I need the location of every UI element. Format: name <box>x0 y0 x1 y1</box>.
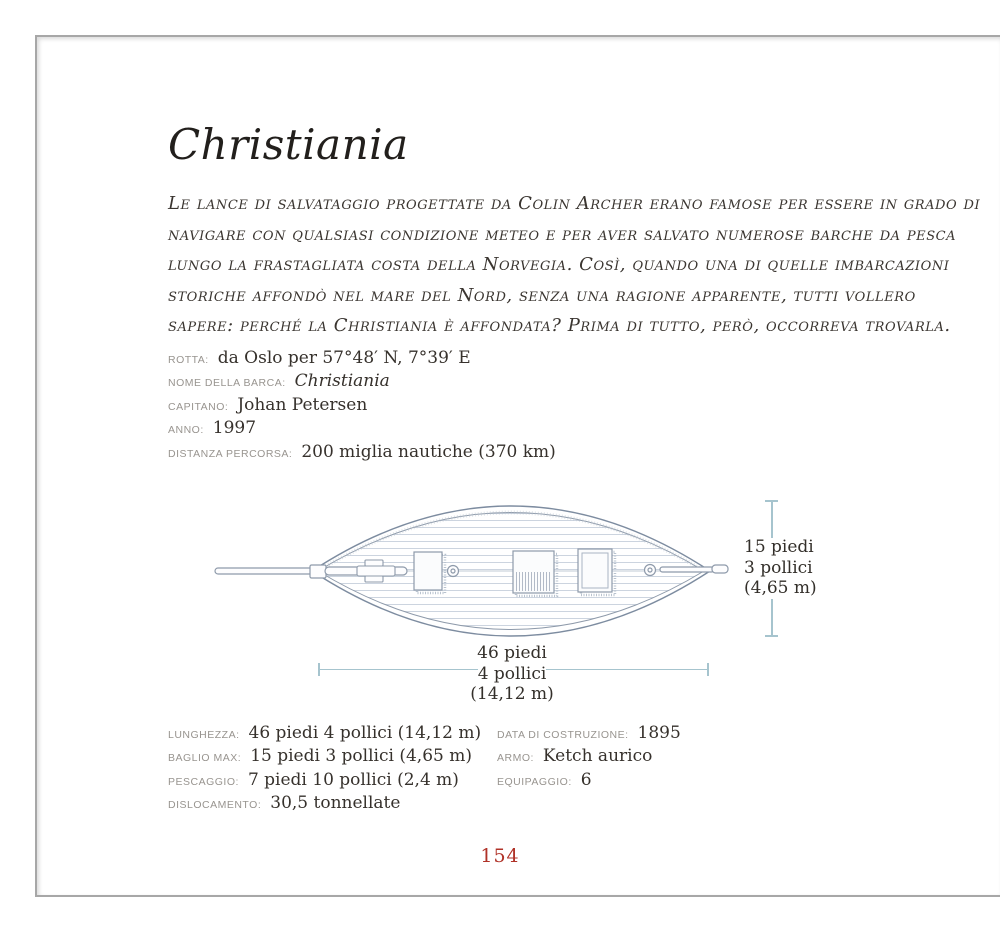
beam-feet: 15 piedi <box>744 537 814 557</box>
year-label: ANNO: <box>168 424 204 437</box>
spec-builddate-row <box>497 721 681 744</box>
intro-paragraph <box>168 189 981 342</box>
length-label: LUNGHEZZA: <box>168 729 240 741</box>
intro-line: storiche affondò nel mare del Nord, senza una ragione apparente, tutti vollero <box>168 284 916 306</box>
main-hatch <box>513 551 557 596</box>
displacement-value: 30,5 tonnellate <box>270 793 401 814</box>
beam-dimension-line-top <box>771 501 773 538</box>
voyage-boatname-row <box>168 369 556 392</box>
beam-value: 15 piedi 3 pollici (4,65 m) <box>250 746 472 767</box>
intro-line: navigare con qualsiasi condizione meteo e per aver salvato numerose barche da pesca <box>168 223 957 245</box>
voyage-distance-row <box>168 440 556 463</box>
length-value: 46 piedi 4 pollici (14,12 m) <box>248 723 482 743</box>
specs-left-column <box>168 721 481 815</box>
rig-label: ARMO: <box>497 752 534 765</box>
page-number: 154 <box>480 845 520 867</box>
voyage-year-row <box>168 416 556 439</box>
beam-inches: 3 pollici <box>744 557 813 578</box>
length-feet: 46 piedi <box>477 643 547 663</box>
page-title: Christiania <box>168 120 409 169</box>
spec-beam-row <box>168 744 481 767</box>
captain-value: Johan Petersen <box>237 394 368 415</box>
aft-hatch <box>578 549 615 595</box>
intro-line: lungo la frastagliata costa della Norvegia. Così, quando una di quelle imbarcazioni <box>168 254 950 275</box>
beam-dimension-label <box>744 537 817 599</box>
beam-dimension-cap-bottom <box>765 635 778 637</box>
length-dimension-line-right <box>546 669 707 671</box>
beam-metric: (4,65 m) <box>744 578 817 598</box>
captain-label: CAPITANO: <box>168 400 229 413</box>
specs-right-column <box>497 721 681 791</box>
length-dimension-label <box>452 643 572 705</box>
spec-draft-row <box>168 768 481 791</box>
route-value: da Oslo per 57°48′ N, 7°39′ E <box>217 348 471 368</box>
route-label: ROTTA: <box>168 354 209 366</box>
beam-dimension-line-bottom <box>771 599 773 636</box>
length-dimension-cap-right <box>707 663 709 676</box>
year-value: 1997 <box>212 418 257 439</box>
spec-length-row <box>168 721 481 744</box>
boatname-label: NOME DELLA BARCA: <box>168 377 286 390</box>
length-inches: 4 pollici <box>477 663 547 684</box>
draft-value: 7 piedi 10 pollici (2,4 m) <box>247 769 459 790</box>
voyage-captain-row <box>168 393 556 416</box>
intro-line: sapere: perché la Christiania è affondata? Prima di tutto, però, occorreva trovarla. <box>168 315 951 336</box>
voyage-details <box>168 346 556 463</box>
boat-plan-drawing <box>212 486 772 656</box>
fore-hatch <box>414 552 445 593</box>
displacement-label: DISLOCAMENTO: <box>168 799 262 812</box>
distance-label: DISTANZA PERCORSA: <box>168 447 293 460</box>
crew-label: EQUIPAGGIO: <box>497 775 572 788</box>
beam-label: BAGLIO MAX: <box>168 752 242 765</box>
rig-value: Ketch aurico <box>542 746 653 767</box>
length-metric: (14,12 m) <box>470 684 554 704</box>
boatname-value: Christiania <box>294 371 390 392</box>
spec-rig-row <box>497 744 681 767</box>
builddate-label: DATA DI COSTRUZIONE: <box>497 729 629 741</box>
draft-label: PESCAGGIO: <box>168 775 239 788</box>
crew-value: 6 <box>580 769 592 790</box>
voyage-route-row <box>168 346 556 369</box>
distance-value: 200 miglia nautiche (370 km) <box>301 441 556 462</box>
builddate-value: 1895 <box>637 723 681 743</box>
spec-crew-row <box>497 768 681 791</box>
spec-displacement-row <box>168 791 481 814</box>
intro-line: Le lance di salvataggio progettate da Colin Archer erano famose per essere in grado di <box>168 193 981 214</box>
